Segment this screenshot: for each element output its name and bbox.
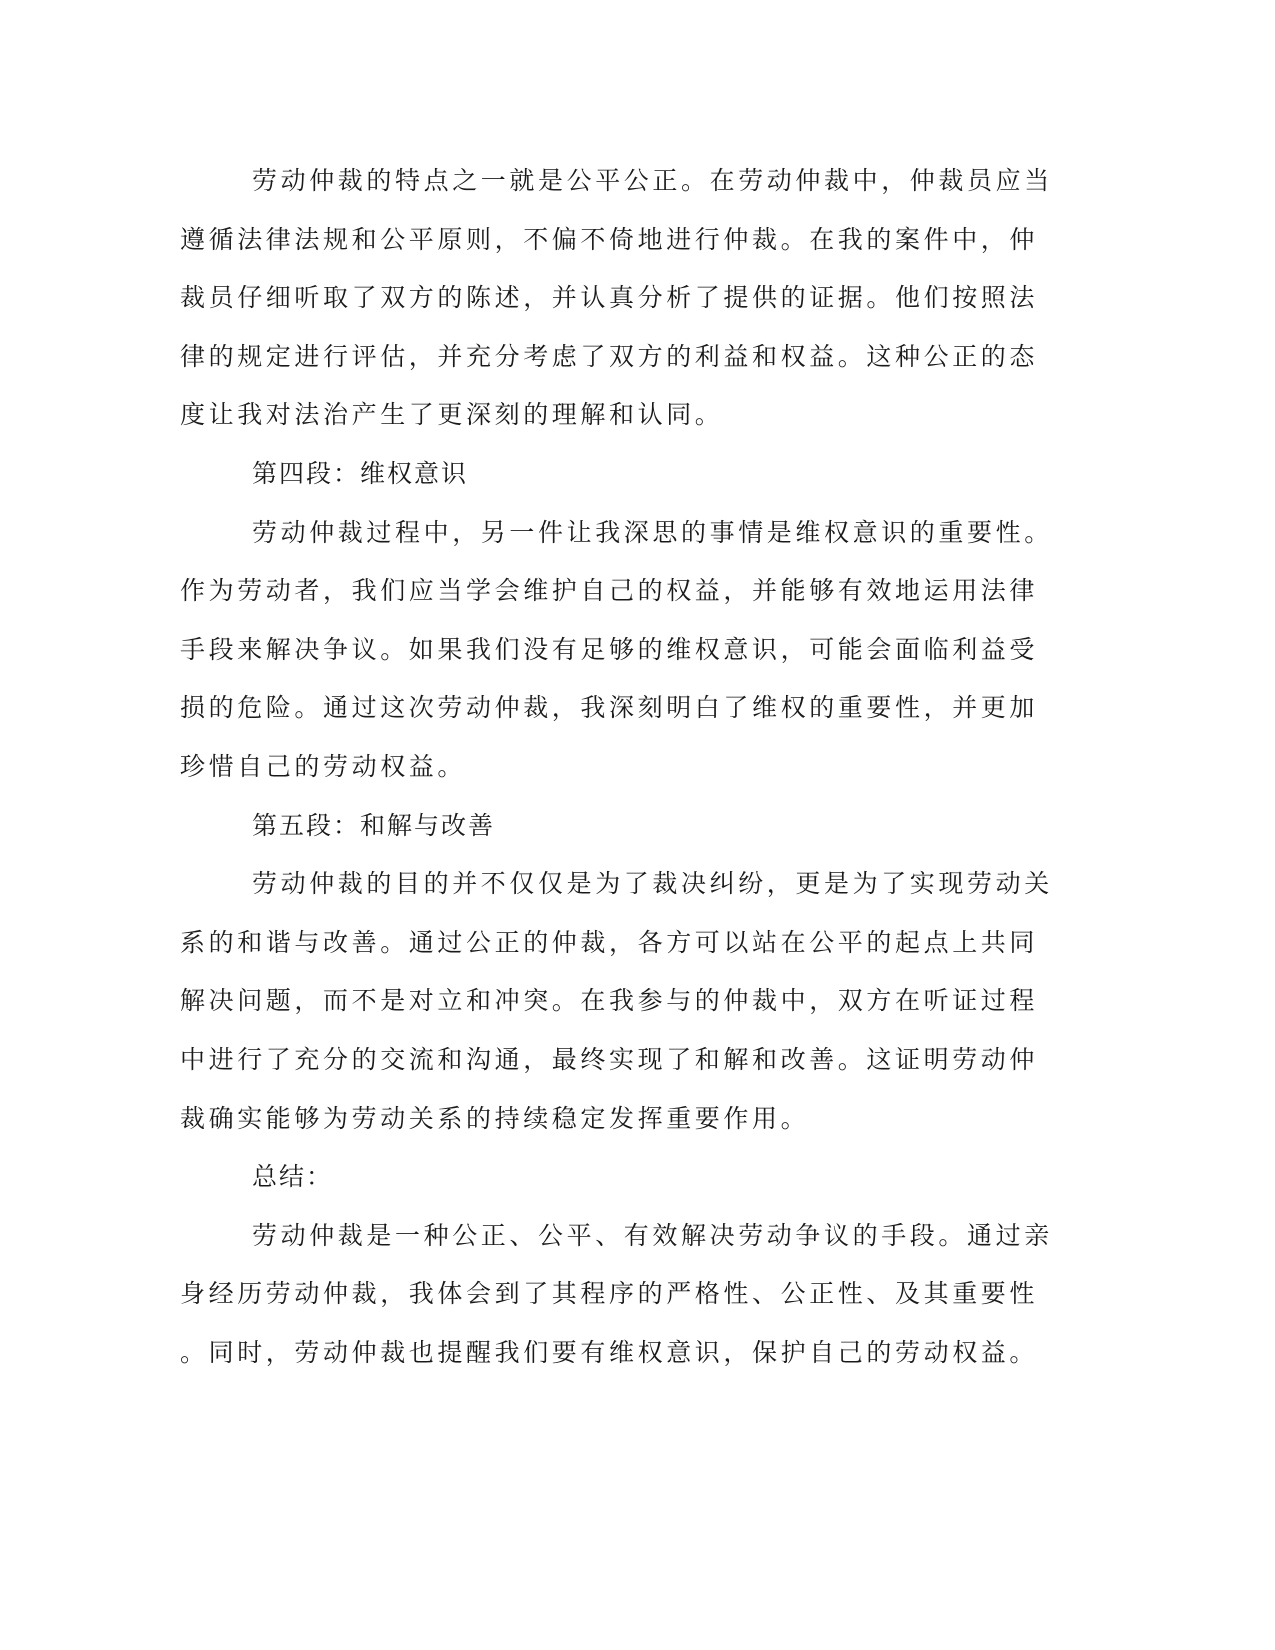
paragraph-line: 身经历劳动仲裁，我体会到了其程序的严格性、公正性、及其重要性 bbox=[180, 1279, 1039, 1309]
paragraph-line: 裁确实能够为劳动关系的持续稳定发挥重要作用。 bbox=[180, 1103, 810, 1133]
paragraph-line: 。同时，劳动仲裁也提醒我们要有维权意识，保护自己的劳动权益。 bbox=[180, 1337, 1039, 1367]
section-heading: 第四段：维权意识 bbox=[252, 458, 469, 488]
paragraph-line: 劳动仲裁的特点之一就是公平公正。在劳动仲裁中，仲裁员应当 bbox=[252, 166, 1053, 195]
paragraph-line: 手段来解决争议。如果我们没有足够的维权意识，可能会面临利益受 bbox=[180, 634, 1039, 664]
paragraph-line: 损的危险。通过这次劳动仲裁，我深刻明白了维权的重要性，并更加 bbox=[180, 693, 1039, 723]
paragraph-line: 裁员仔细听取了双方的陈述，并认真分析了提供的证据。他们按照法 bbox=[180, 283, 1039, 313]
paragraph-line: 劳动仲裁过程中，另一件让我深思的事情是维权意识的重要性。 bbox=[252, 517, 1053, 547]
paragraph-line: 遵循法律法规和公平原则，不偏不倚地进行仲裁。在我的案件中，仲 bbox=[180, 224, 1039, 254]
paragraph-line: 中进行了充分的交流和沟通，最终实现了和解和改善。这证明劳动仲 bbox=[180, 1044, 1039, 1074]
paragraph-line: 律的规定进行评估，并充分考虑了双方的利益和权益。这种公正的态 bbox=[180, 341, 1039, 371]
paragraph-line: 作为劳动者，我们应当学会维护自己的权益，并能够有效地运用法律 bbox=[180, 576, 1039, 606]
paragraph-line: 解决问题，而不是对立和冲突。在我参与的仲裁中，双方在听证过程 bbox=[180, 986, 1039, 1016]
section-heading: 总结： bbox=[252, 1162, 334, 1192]
document-page bbox=[180, 152, 1053, 1382]
paragraph-line: 珍惜自己的劳动权益。 bbox=[180, 751, 467, 781]
paragraph-line: 劳动仲裁的目的并不仅仅是为了裁决纠纷，更是为了实现劳动关 bbox=[252, 869, 1053, 899]
paragraph-line: 劳动仲裁是一种公正、公平、有效解决劳动争议的手段。通过亲 bbox=[252, 1220, 1053, 1250]
paragraph-line: 度让我对法治产生了更深刻的理解和认同。 bbox=[180, 400, 724, 430]
paragraph-line: 系的和谐与改善。通过公正的仲裁，各方可以站在公平的起点上共同 bbox=[180, 927, 1039, 957]
section-heading: 第五段：和解与改善 bbox=[252, 810, 496, 840]
